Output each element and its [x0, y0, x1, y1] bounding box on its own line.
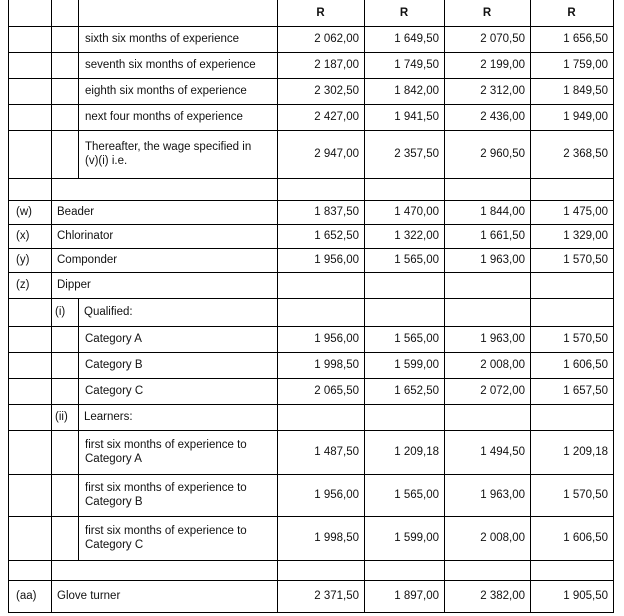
sub-item-label: first six months of experience to Category B [85, 482, 247, 508]
sub-item-label: first six months of experience to Category A [85, 439, 247, 465]
wage-value: 1 322,00 [394, 230, 439, 242]
wage-value: 2 065,50 [314, 385, 359, 397]
wage-value: 2 199,00 [480, 59, 525, 71]
wage-value: 1 963,00 [480, 489, 525, 501]
wage-value: 1 956,00 [314, 254, 359, 266]
column-rule [51, 0, 52, 613]
sub-item-label: Learners: [84, 411, 133, 423]
wage-value: 1 606,50 [563, 359, 608, 371]
sub-item-label: first six months of experience to Category C [85, 525, 247, 551]
wage-value: 1 837,50 [314, 206, 359, 218]
wage-value: 1 652,50 [314, 230, 359, 242]
wage-value: 1 599,00 [394, 532, 439, 544]
wage-value: 2 072,00 [480, 385, 525, 397]
sub-item-label: eighth six months of experience [85, 85, 247, 97]
wage-value: 1 487,50 [314, 446, 359, 458]
wage-value: 1 849,50 [563, 85, 608, 97]
wage-value: 2 436,00 [480, 111, 525, 123]
wage-value: 1 649,50 [394, 33, 439, 45]
column-rule [613, 0, 614, 613]
row-rule [8, 560, 614, 561]
item-label: Dipper [57, 279, 91, 291]
wage-value: 2 312,00 [480, 85, 525, 97]
row-marker: (w) [16, 206, 32, 218]
wage-value: 2 357,50 [394, 148, 439, 160]
row-marker: (x) [16, 230, 30, 242]
row-rule [8, 178, 614, 179]
wage-value: 1 749,50 [394, 59, 439, 71]
item-label: Componder [57, 254, 118, 266]
row-sub-marker: (ii) [55, 411, 68, 423]
wage-value: 2 187,00 [314, 59, 359, 71]
item-label: Glove turner [57, 590, 121, 602]
wage-value: 1 599,00 [394, 359, 439, 371]
wage-value: 2 062,00 [314, 33, 359, 45]
sub-item-label: Category A [85, 333, 142, 345]
sub-item-label: Qualified: [84, 306, 133, 318]
sub-item-label: seventh six months of experience [85, 59, 256, 71]
sub-item-label: Category B [85, 359, 143, 371]
wage-value: 1 657,50 [563, 385, 608, 397]
wage-value: 2 947,00 [314, 148, 359, 160]
wage-value: 1 998,50 [314, 359, 359, 371]
item-label: Chlorinator [57, 230, 114, 242]
wage-value: 1 941,50 [394, 111, 439, 123]
wage-value: 2 368,50 [563, 148, 608, 160]
row-sub-marker: (i) [55, 306, 66, 318]
wage-value: 1 570,50 [563, 254, 608, 266]
wage-value: 2 427,00 [314, 111, 359, 123]
row-marker: (y) [16, 254, 30, 266]
sub-item-label: Category C [85, 385, 144, 397]
row-marker: (z) [16, 279, 30, 291]
wage-value: 1 759,00 [563, 59, 608, 71]
wage-value: 1 842,00 [394, 85, 439, 97]
wage-value: 1 652,50 [394, 385, 439, 397]
wage-value: 1 998,50 [314, 532, 359, 544]
sub-item-label: Thereafter, the wage specified in (v)(i) i.e. [85, 141, 252, 167]
wage-value: 2 382,00 [480, 590, 525, 602]
wage-value: 1 565,00 [394, 333, 439, 345]
row-rule [8, 612, 614, 613]
column-rule [78, 0, 79, 178]
wage-value: 2 302,50 [314, 85, 359, 97]
currency-header: R [399, 7, 409, 19]
sub-item-label: sixth six months of experience [85, 33, 240, 45]
wage-value: 1 494,50 [480, 446, 525, 458]
wage-value: 1 661,50 [480, 230, 525, 242]
wage-value: 2 371,50 [314, 590, 359, 602]
currency-header: R [482, 7, 492, 19]
wage-value: 1 570,50 [563, 333, 608, 345]
wage-value: 1 475,00 [563, 206, 608, 218]
wage-value: 1 905,50 [563, 590, 608, 602]
sub-item-label: next four months of experience [85, 111, 243, 123]
wage-value: 1 844,00 [480, 206, 525, 218]
wage-value: 2 960,50 [480, 148, 525, 160]
wage-value: 1 470,00 [394, 206, 439, 218]
wage-value: 1 570,50 [563, 489, 608, 501]
wage-value: 1 897,00 [394, 590, 439, 602]
currency-header: R [316, 7, 325, 19]
wage-value: 1 949,00 [563, 111, 608, 123]
wage-value: 1 329,00 [563, 230, 608, 242]
wage-value: 2 070,50 [480, 33, 525, 45]
wage-value: 1 209,18 [563, 446, 608, 458]
wage-value: 1 956,00 [314, 489, 359, 501]
column-rule [8, 0, 9, 613]
row-marker: (aa) [16, 590, 37, 602]
wage-value: 1 656,50 [563, 33, 608, 45]
item-label: Beader [57, 206, 95, 218]
wage-value: 2 008,00 [480, 532, 525, 544]
wage-value: 1 606,50 [563, 532, 608, 544]
wage-value: 2 008,00 [480, 359, 525, 371]
currency-header: R [567, 7, 576, 19]
wage-value: 1 565,00 [394, 254, 439, 266]
wage-value: 1 956,00 [314, 333, 359, 345]
wage-value: 1 963,00 [480, 254, 525, 266]
wage-value: 1 565,00 [394, 489, 439, 501]
wage-value: 1 209,18 [394, 446, 439, 458]
wage-value: 1 963,00 [480, 333, 525, 345]
